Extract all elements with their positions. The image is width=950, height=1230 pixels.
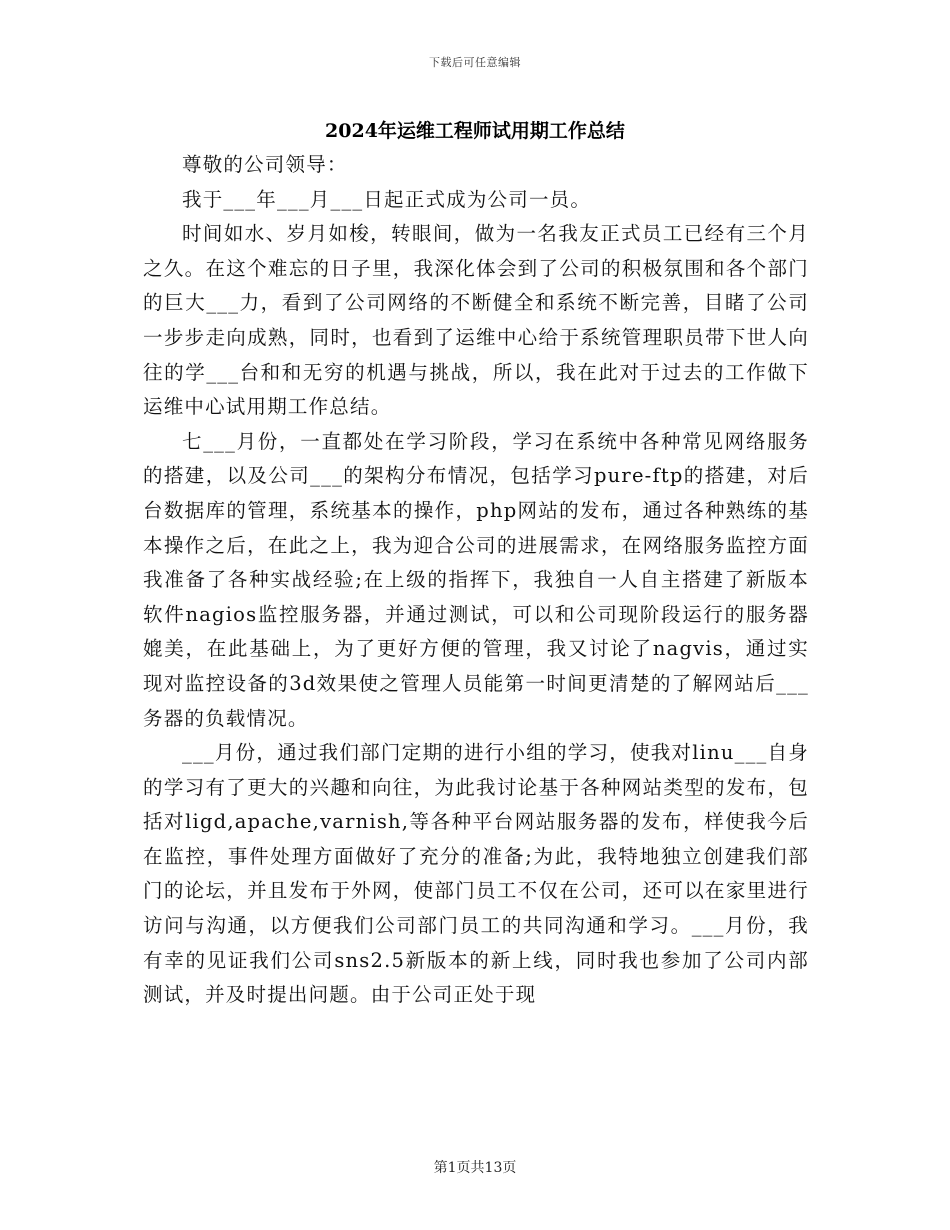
paragraph-intro: 时间如水、岁月如梭，转眼间，做为一名我友正式员工已经有三个月之久。在这个难忘的日子里，我深化体会到了公司的积极氛围和各个部门的巨大___力，看到了公司网络的不断健全和系统不断完善，目睹了公司一步步走向成熟，同时，也看到了运维中心给于系统管理职员带下世人向往的学___台和和无穷的机遇与挑战，所以，我在此对于过去的工作做下运维中心试用期工作总结。 <box>143 222 809 419</box>
page-header-note: 下载后可任意编辑 <box>429 56 521 69</box>
document-title: 2024年运维工程师试用期工作总结 <box>325 120 625 142</box>
paragraph-month-eight: ___月份，通过我们部门定期的进行小组的学习，使我对linu___自身的学习有了更大的兴趣和向往，为此我讨论基于各种网站类型的发布，包括对ligd,apache,varnish,等各种平台网站服务器的发布，样使我今后在监控，事件处理方面做好了充分的准备;为此，我特地独立创建我们部门的论坛，并且发布于外网，使部门员工不仅在公司，还可以在家里进行访问与沟通，以方便我们公司部门员工的共同沟通和学习。___月份，我有幸的见证我们公司sns2.5新版本的新上线，同时我也参加了公司内部测试，并及时提出问题。由于公司正处于现 <box>143 741 809 1007</box>
paragraph-start-date: 我于___年___月___日起正式成为公司一员。 <box>182 187 592 211</box>
paragraph-month-seven: 七___月份，一直都处在学习阶段，学习在系统中各种常见网络服务的搭建，以及公司___的架构分布情况，包括学习pure-ftp的搭建，对后台数据库的管理，系统基本的操作，php网站的发布，通过各种熟练的基本操作之后，在此之上，我为迎合公司的进展需求，在网络服务监控方面我准备了各种实战经验;在上级的指挥下，我独自一人自主搭建了新版本软件nagios监控服务器，并通过测试，可以和公司现阶段运行的服务器媲美，在此基础上，为了更好方便的管理，我又讨论了nagvis，通过实现对监控设备的3d效果使之管理人员能第一时间更清楚的了解网站后___务器的负载情况。 <box>143 429 809 730</box>
salutation: 尊敬的公司领导： <box>182 153 348 176</box>
document-body <box>143 148 809 1013</box>
page-number: 第1页共13页 <box>433 1160 517 1176</box>
